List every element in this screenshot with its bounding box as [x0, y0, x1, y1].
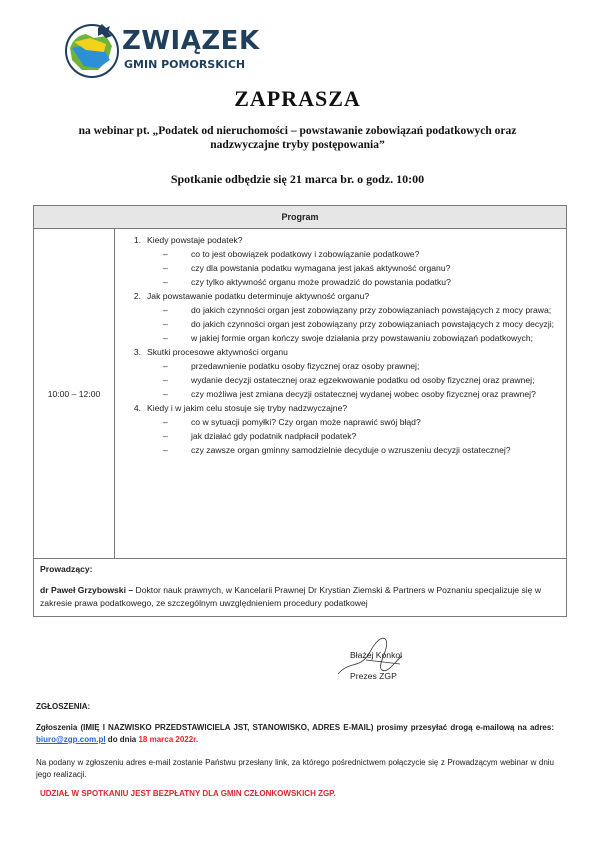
agenda-subpoint: [121, 276, 558, 288]
agenda-subpoint-text: czy dla powstania podatku wymagana jest jakaś aktywność organu?: [191, 263, 451, 273]
agenda-subpoint: [121, 248, 558, 260]
agenda-subpoint: [121, 444, 558, 456]
program-agenda: [115, 229, 567, 559]
agenda-subpoint-text: przedawnienie podatku osoby fizycznej oraz osoby prawnej;: [191, 361, 420, 371]
dash-bullet-icon: –: [163, 277, 168, 287]
agenda-subpoint: [121, 430, 558, 442]
webinar-subtitle-line1: na webinar pt. „Podatek od nieruchomości – powstawanie zobowiązań podatkowych oraz: [78, 125, 517, 137]
dash-bullet-icon: –: [163, 389, 168, 399]
agenda-subpoint-text: czy możliwa jest zmiana decyzji ostatecznej wydanej wobec osoby fizycznej oraz prawnej?: [191, 389, 536, 399]
webinar-subtitle-line2: nadzwyczajne tryby postępowania”: [210, 139, 385, 151]
agenda-subpoint: [121, 416, 558, 428]
agenda-subpoint-text: co w sytuacji pomyłki? Czy organ może naprawić swój błąd?: [191, 417, 421, 427]
agenda-subpoint: [121, 388, 558, 400]
agenda-subpoint: [121, 304, 558, 316]
dash-bullet-icon: –: [163, 375, 168, 385]
agenda-question-text: Kiedy powstaje podatek?: [147, 235, 243, 245]
agenda-question-text: Skutki procesowe aktywności organu: [147, 347, 288, 357]
lecturer-name: dr Paweł Grzybowski –: [40, 585, 134, 595]
agenda-question-text: Kiedy i w jakim celu stosuje się tryby nadzwyczajne?: [147, 403, 348, 413]
program-time: 10:00 – 12:00: [34, 229, 115, 559]
dash-bullet-icon: –: [163, 445, 168, 455]
agenda-list: [121, 234, 558, 456]
webinar-subtitle: [40, 124, 555, 152]
dash-bullet-icon: –: [163, 305, 168, 315]
page-title: ZAPRASZA: [234, 86, 361, 111]
signature-scribble: [330, 630, 420, 690]
dash-bullet-icon: –: [163, 417, 168, 427]
zgp-logo: [64, 20, 264, 82]
agenda-subpoint-text: jak działać gdy podatnik nadpłacił podatek?: [191, 431, 357, 441]
registration-text: [36, 722, 554, 746]
agenda-subpoint: [121, 262, 558, 274]
agenda-subpoint-text: co to jest obowiązek podatkowy i zobowiązanie podatkowe?: [191, 249, 420, 259]
registration-info: Na podany w zgłoszeniu adres e-mail zostanie Państwu przesłany link, za którego pośrednictwem połączycie się z Prowadzącym webinar w dniu jego realizacji.: [36, 758, 554, 779]
logo-subtitle: GMIN POMORSKICH: [124, 58, 246, 71]
agenda-question-number: 4.: [133, 403, 141, 413]
free-participation-note: UDZIAŁ W SPOTKANIU JEST BEZPŁATNY DLA GMIN CZŁONKOWSKICH ZGP.: [40, 789, 336, 798]
agenda-subpoint-text: do jakich czynności organ jest zobowiązany przy zobowiązaniach powstających z mocy decyzji;: [191, 319, 555, 329]
agenda-subpoint-text: wydanie decyzji ostatecznej oraz egzekwowanie podatku od osoby fizycznej oraz prawnej;: [191, 375, 535, 385]
agenda-question-number: 2.: [133, 291, 141, 301]
agenda-question: [121, 234, 558, 247]
agenda-subpoint-text: czy tylko aktywność organu może prowadzić do powstania podatku?: [191, 277, 451, 287]
agenda-subpoint: [121, 332, 558, 344]
program-header: Program: [34, 206, 567, 229]
registration-email-link[interactable]: biuro@zgp.com.pl: [36, 735, 106, 744]
registration-label: ZGŁOSZENIA:: [36, 702, 91, 711]
agenda-question: [121, 402, 558, 415]
lecturer-label: Prowadzący:: [40, 564, 93, 574]
dash-bullet-icon: –: [163, 249, 168, 259]
agenda-question: [121, 346, 558, 359]
dash-bullet-icon: –: [163, 263, 168, 273]
registration-deadline: 18 marca 2022r.: [138, 735, 199, 744]
agenda-question-number: 3.: [133, 347, 141, 357]
agenda-subpoint: [121, 360, 558, 372]
program-table: [33, 205, 567, 617]
dash-bullet-icon: –: [163, 333, 168, 343]
agenda-subpoint: [121, 318, 558, 330]
signature-role: Prezes ZGP: [350, 671, 397, 681]
lecturer-bio: [40, 584, 560, 610]
meeting-date: Spotkanie odbędzie się 21 marca br. o godz. 10:00: [170, 172, 425, 186]
agenda-question-text: Jak powstawanie podatku determinuje aktywność organu?: [147, 291, 370, 301]
agenda-subpoint: [121, 374, 558, 386]
agenda-subpoint-text: w jakiej formie organ kończy swoje działania przy powstawaniu zobowiązań podatkowych;: [191, 333, 534, 343]
agenda-question: [121, 290, 558, 303]
agenda-subpoint-text: czy zawsze organ gminny samodzielnie decyduje o wzruszeniu decyzji ostatecznej?: [191, 445, 511, 455]
lecturer-description: Doktor nauk prawnych, w Kancelarii Prawnej Dr Krystian Ziemski & Partners w Poznaniu specjalizuje się w zakresie prawa podatkowego, ze szczególnym uwzględnieniem procedury podatkowej: [40, 585, 542, 608]
agenda-question-number: 1.: [133, 235, 141, 245]
logo-title: ZWIĄZEK: [122, 26, 260, 56]
registration-deadline-prefix: do dnia: [105, 735, 139, 744]
registration-instructions: Zgłoszenia (IMIĘ I NAZWISKO PRZEDSTAWICIELA JST, STANOWISKO, ADRES E-MAIL) prosimy przesyłać drogą e-mailową na adres:: [36, 723, 554, 732]
dash-bullet-icon: –: [163, 319, 168, 329]
dash-bullet-icon: –: [163, 431, 168, 441]
signature-name: Błażej Konkol: [350, 650, 403, 660]
dash-bullet-icon: –: [163, 361, 168, 371]
lecturer-section: [34, 559, 567, 617]
logo-emblem-icon: [64, 20, 120, 82]
agenda-subpoint-text: do jakich czynności organ jest zobowiązany przy zobowiązaniach powstających z mocy prawa;: [191, 305, 552, 315]
